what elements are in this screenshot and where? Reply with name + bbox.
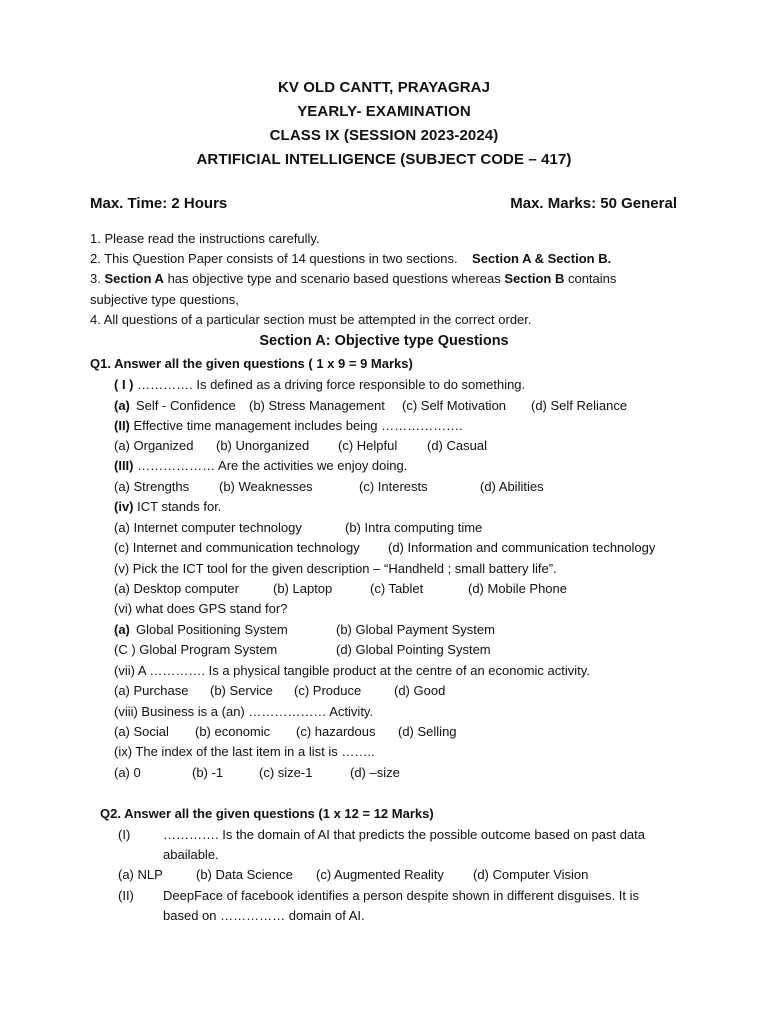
q1-iii-question bbox=[114, 457, 407, 475]
subject-title: ARTIFICIAL INTELLIGENCE (SUBJECT CODE – 417) bbox=[196, 151, 572, 168]
option-c: (c) Interests bbox=[359, 479, 428, 494]
q1-viii-question: (viii) Business is a (an) ……………… Activity. bbox=[114, 704, 374, 719]
question-number: (II) bbox=[114, 418, 130, 433]
option-b: (b) Stress Management bbox=[249, 398, 385, 413]
question-number: (III) bbox=[114, 458, 134, 473]
question-text: ……………… Are the activities we enjoy doing. bbox=[137, 458, 408, 473]
q1-v-question: (v) Pick the ICT tool for the given description – “Handheld ; small battery life”. bbox=[114, 561, 557, 576]
max-time: Max. Time: 2 Hours bbox=[90, 195, 228, 212]
option-a: (a) Desktop computer bbox=[114, 581, 239, 596]
q1-vi-options-row2 bbox=[114, 641, 694, 659]
q1-ix-question: (ix) The index of the last item in a list is …….. bbox=[114, 744, 375, 759]
option-d: (d) Selling bbox=[398, 724, 457, 739]
q2-ii-number: (II) bbox=[118, 888, 134, 903]
option-b: (b) Intra computing time bbox=[345, 520, 483, 535]
option-d: (d) Computer Vision bbox=[473, 867, 589, 882]
option-a: (a) NLP bbox=[118, 867, 163, 882]
q2-i-number: (I) bbox=[118, 827, 131, 842]
option-a: (a) Strengths bbox=[114, 479, 190, 494]
instruction-3-mid: has objective type and scenario based questions whereas bbox=[167, 271, 501, 286]
q1-iv-options-row1 bbox=[114, 519, 694, 537]
option-c: (c) size-1 bbox=[259, 765, 313, 780]
option-c: (c) Self Motivation bbox=[402, 398, 507, 413]
option-a: Global Positioning System bbox=[136, 622, 288, 637]
option-a: (a) Organized bbox=[114, 438, 194, 453]
instruction-4: 4. All questions of a particular section must be attempted in the correct order. bbox=[90, 312, 532, 327]
option-b: (b) Laptop bbox=[273, 581, 333, 596]
option-b: (b) economic bbox=[195, 724, 271, 739]
exam-title: YEARLY- EXAMINATION bbox=[297, 103, 471, 120]
question-text: …………. Is defined as a driving force responsible to do something. bbox=[137, 377, 526, 392]
option-a: (a) Purchase bbox=[114, 683, 189, 698]
option-label: (a) bbox=[114, 398, 130, 413]
q1-iv-question bbox=[114, 498, 221, 516]
option-b: (b) -1 bbox=[192, 765, 224, 780]
q2-heading: Q2. Answer all the given questions (1 x 12 = 12 Marks) bbox=[100, 806, 434, 821]
class-session: CLASS IX (SESSION 2023-2024) bbox=[269, 127, 499, 144]
question-number: (iv) bbox=[114, 499, 134, 514]
q1-i-options bbox=[114, 397, 694, 415]
option-c: (C ) Global Program System bbox=[114, 642, 278, 657]
option-a: (a) 0 bbox=[114, 765, 141, 780]
option-c: (c) Tablet bbox=[370, 581, 424, 596]
option-b: (b) Global Payment System bbox=[336, 622, 495, 637]
option-c: (c) Helpful bbox=[338, 438, 398, 453]
q1-ii-question bbox=[114, 417, 463, 435]
option-b: (b) Weaknesses bbox=[219, 479, 313, 494]
time-marks-row bbox=[90, 195, 677, 212]
school-name: KV OLD CANTT, PRAYAGRAJ bbox=[277, 79, 491, 96]
q1-viii-options bbox=[114, 723, 694, 741]
instruction-1: 1. Please read the instructions carefully. bbox=[90, 231, 320, 246]
q2-ii-question-line2: based on …………… domain of AI. bbox=[163, 908, 365, 923]
q1-vii-question: (vii) A …………. Is a physical tangible product at the centre of an economic activity. bbox=[114, 663, 590, 678]
instruction-3-end: contains bbox=[567, 271, 617, 286]
q1-heading: Q1. Answer all the given questions ( 1 x 9 = 9 Marks) bbox=[90, 356, 413, 371]
q1-iv-options-row2 bbox=[114, 539, 694, 557]
instruction-2-text: 2. This Question Paper consists of 14 questions in two sections. bbox=[90, 251, 458, 266]
instruction-3-section-b: Section B bbox=[504, 271, 565, 286]
q1-i-question bbox=[114, 376, 525, 394]
question-text: Effective time management includes being ………………. bbox=[133, 418, 463, 433]
option-d: (d) Global Pointing System bbox=[336, 642, 491, 657]
option-d: (d) Abilities bbox=[480, 479, 544, 494]
q1-ii-options bbox=[114, 437, 694, 455]
q1-iii-options bbox=[114, 478, 694, 496]
option-b: (b) Unorganized bbox=[216, 438, 310, 453]
max-marks: Max. Marks: 50 General bbox=[510, 195, 677, 212]
option-a: Self - Confidence bbox=[136, 398, 236, 413]
option-d: (d) Good bbox=[394, 683, 446, 698]
option-c: (c) Augmented Reality bbox=[316, 867, 444, 882]
instruction-3-continued: subjective type questions, bbox=[90, 292, 239, 307]
option-d: (d) Mobile Phone bbox=[468, 581, 567, 596]
paper-header bbox=[0, 76, 768, 172]
q2-ii-question-line1: DeepFace of facebook identifies a person despite shown in different disguises. It is bbox=[163, 888, 639, 903]
q1-vi-options-row1 bbox=[114, 621, 694, 639]
option-c: (c) Produce bbox=[294, 683, 362, 698]
option-d: (d) Self Reliance bbox=[531, 398, 628, 413]
option-b: (b) Data Science bbox=[196, 867, 293, 882]
instruction-3-num: 3. bbox=[90, 271, 101, 286]
option-d: (d) –size bbox=[350, 765, 400, 780]
option-c: (c) Internet and communication technology bbox=[114, 540, 360, 555]
instruction-3-section-a: Section A bbox=[104, 271, 164, 286]
option-b: (b) Service bbox=[210, 683, 273, 698]
option-c: (c) hazardous bbox=[296, 724, 376, 739]
q1-ix-options bbox=[114, 764, 694, 782]
option-a: (a) Social bbox=[114, 724, 169, 739]
q1-vii-options bbox=[114, 682, 694, 700]
question-number: ( I ) bbox=[114, 377, 134, 392]
option-label: (a) bbox=[114, 622, 130, 637]
option-d: (d) Information and communication technology bbox=[388, 540, 656, 555]
instruction-3 bbox=[90, 270, 616, 288]
instruction-2-bold: Section A & Section B. bbox=[472, 251, 612, 266]
q2-i-question-line1: …………. Is the domain of AI that predicts the possible outcome based on past data bbox=[163, 827, 645, 842]
question-text: ICT stands for. bbox=[137, 499, 222, 514]
q1-v-options bbox=[114, 580, 694, 598]
instruction-2 bbox=[90, 250, 611, 268]
option-a: (a) Internet computer technology bbox=[114, 520, 302, 535]
q2-i-options bbox=[118, 866, 698, 884]
q2-i-question-line2: abailable. bbox=[163, 847, 219, 862]
q1-vi-question: (vi) what does GPS stand for? bbox=[114, 601, 288, 616]
section-a-title: Section A: Objective type Questions bbox=[259, 333, 509, 349]
option-d: (d) Casual bbox=[427, 438, 487, 453]
